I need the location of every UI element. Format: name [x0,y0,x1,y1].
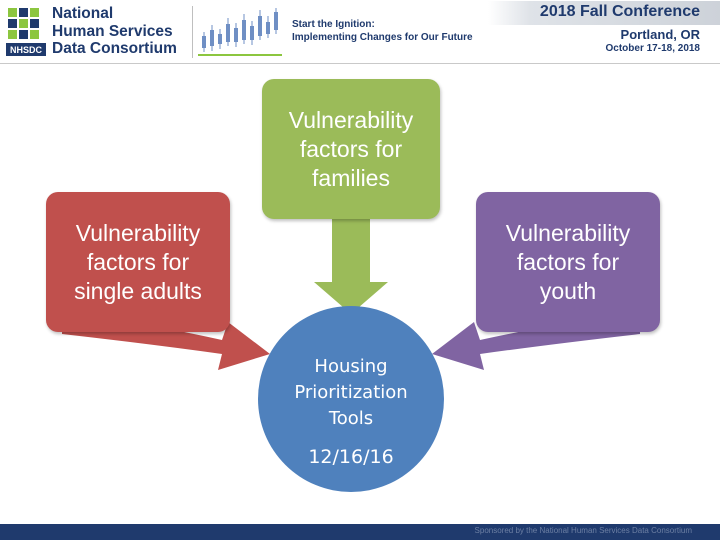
center-label: Housing Prioritization Tools [294,356,408,429]
families-box [262,79,440,219]
center-label-group [262,354,440,470]
conference-title: 2018 Fall Conference [539,3,700,20]
youth-label: Vulnerability factors for youth [505,219,631,304]
header-divider [192,6,193,58]
single-adults-label: Vulnerability factors for single adults [74,219,202,304]
sponsor-footer [0,524,720,540]
candlestick-graphic [198,6,282,58]
nhsdc-logo-mark [6,6,46,58]
sponsor-text: Sponsored by the National Human Services Data Consortium [474,526,692,535]
tagline-line-2: Implementing Changes for Our Future [292,32,473,43]
logo-line-3: Data Consortium [52,40,177,57]
families-arrow [314,219,388,314]
tagline-line-1: Start the Ignition: [292,19,375,30]
families-label: Vulnerability factors for families [288,106,414,191]
conference-city: Portland, OR [620,27,700,42]
logo-line-2: Human Services [52,22,173,40]
conference-header [0,0,720,64]
logo-acronym: NHSDC [9,45,43,55]
logo-line-1: National [52,5,114,22]
conference-dates: October 17-18, 2018 [605,43,700,54]
youth-box [476,192,660,332]
vulnerability-diagram [0,64,720,524]
nhsdc-logo [6,4,186,60]
logo-wordmark [52,5,188,58]
center-date: 12/16/16 [308,446,394,468]
single-adults-box [46,192,230,332]
